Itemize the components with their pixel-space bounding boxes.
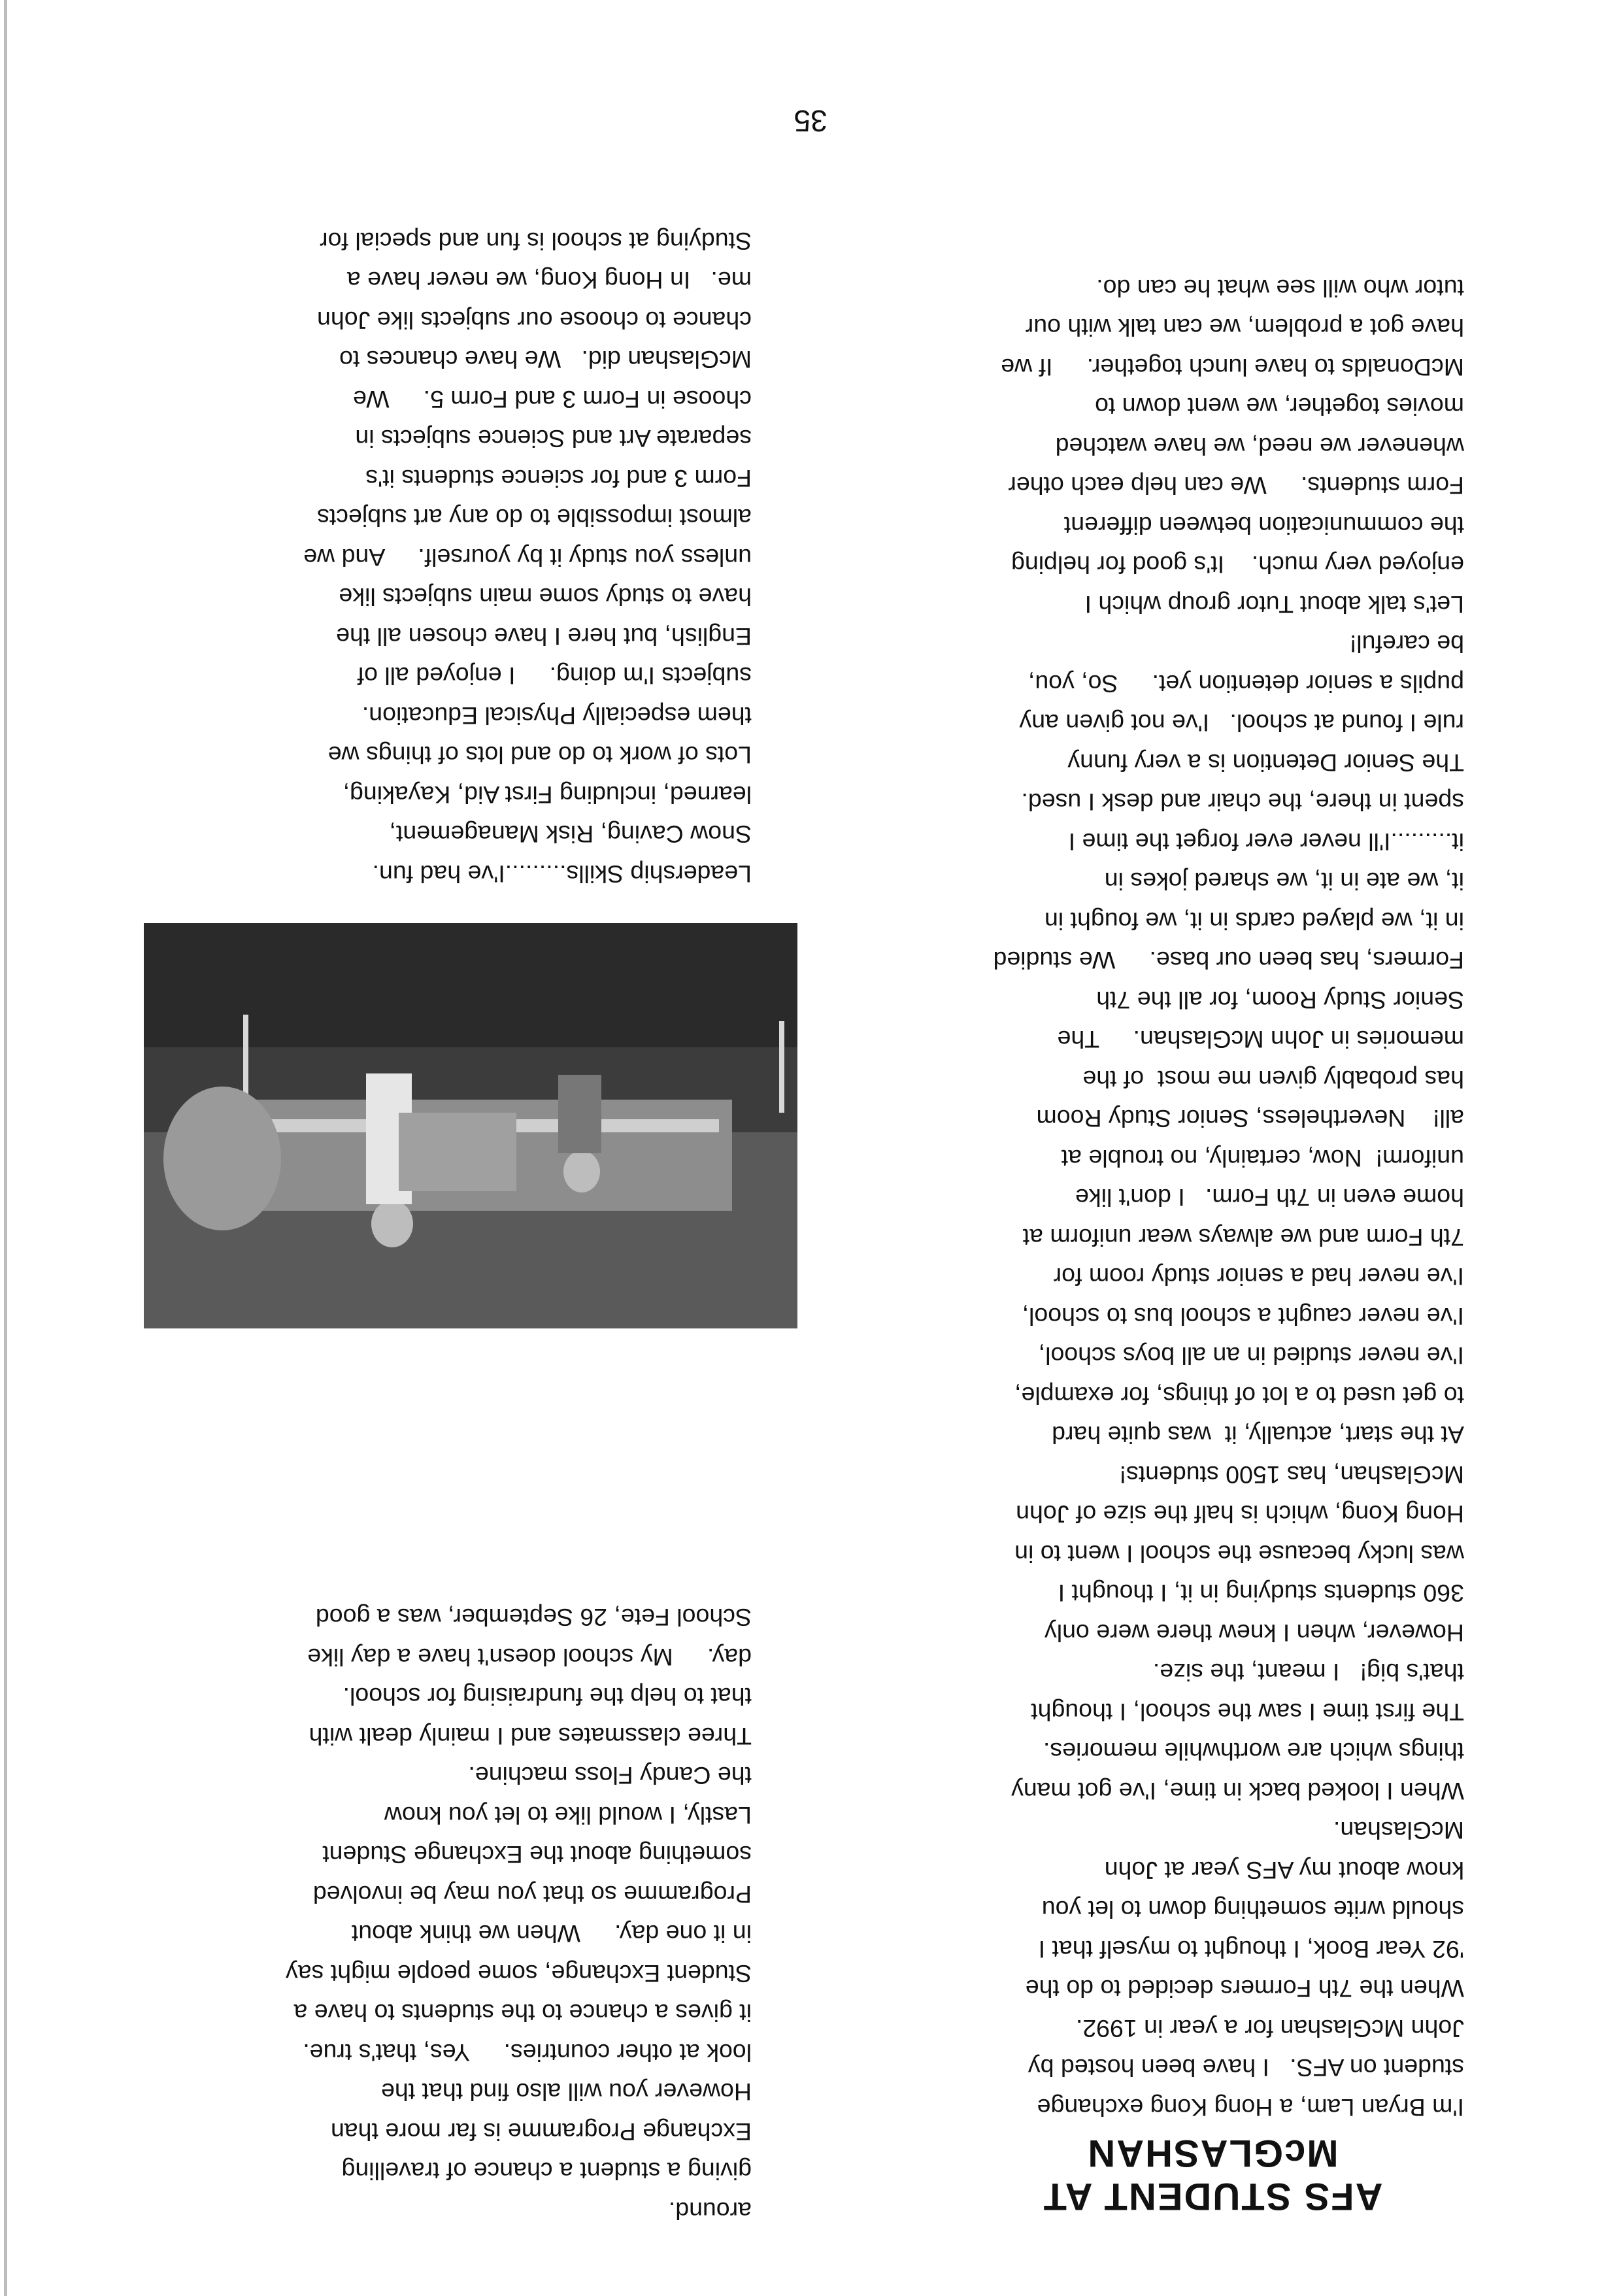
right-column-bottom-line: chance to choose our subjects like John: [317, 307, 752, 334]
photo-image: [144, 923, 797, 1328]
left-column-line: it, we ate in it, we shared jokes in: [1104, 868, 1464, 896]
title-line-1: AFS STUDENT AT: [1042, 2175, 1383, 2218]
right-column-bottom-line: me. In Hong Kong, we never have a: [346, 267, 752, 295]
left-column-line: memories in John McGlashan. The: [1057, 1026, 1464, 1054]
left-column-line: I've never caught a school bus to school,: [1022, 1303, 1464, 1330]
left-column-line: should write something down to let you: [1041, 1896, 1464, 1924]
left-column-line: the communication between different: [1063, 512, 1464, 539]
left-column-line: The first time I saw the school, I thought: [1031, 1698, 1464, 1726]
left-column-line: spent in there, the chair and desk I used.: [1021, 788, 1464, 817]
left-column-line: '92 Year Book, I thought to myself that I: [1038, 1936, 1464, 1963]
right-column-top-line: However you will also find that the: [381, 2078, 752, 2106]
right-column-bottom-line: Snow Caving, Risk Management,: [389, 820, 752, 849]
left-column-line: However, when I knew there were only: [1044, 1619, 1464, 1647]
left-column-line: was lucky because the school I went to in: [1014, 1540, 1464, 1568]
left-column-line: enjoyed very much. It's good for helping: [1011, 551, 1464, 579]
left-column-line: 360 students studying in it, I thought I: [1058, 1579, 1464, 1608]
right-column-top-line: Three classmates and I mainly dealt with: [309, 1723, 752, 1750]
right-column-top-line: the Candy Floss machine.: [468, 1762, 752, 1790]
right-column-bottom-line: Leadership Skills.........I've had fun.: [372, 860, 752, 888]
left-column-line: McDonalds to have lunch together. If we: [1001, 354, 1464, 381]
right-column-bottom-line: learned, including First Aid, Kayaking,: [343, 781, 752, 809]
right-column-top-line: around.: [668, 2197, 752, 2225]
left-column-line: When the 7th Formers decided to do the: [1025, 1975, 1464, 2003]
left-column-line: tutor who will see what he can do.: [1096, 275, 1464, 302]
left-column-line: I've never studied in an all boys school,: [1038, 1342, 1464, 1370]
left-column-line: John McGlashan for a year in 1992.: [1075, 2015, 1464, 2042]
left-column-line: in it, we played cards in it, we fought in: [1044, 907, 1464, 935]
left-column-line: home even in 7th Form. I don't like: [1075, 1184, 1464, 1212]
right-column-bottom-line: have to study some main subjects like: [339, 583, 752, 611]
right-column-bottom-line: unless you study it by yourself. And we: [303, 544, 752, 571]
right-column-top-line: giving a student a chance of travelling: [341, 2157, 752, 2186]
left-column-line: have got a problem, we can talk with our: [1025, 314, 1464, 342]
right-column-bottom-line: English, but here I have chosen all the: [336, 623, 752, 650]
left-column-line: Let's talk about Tutor group which I: [1084, 591, 1464, 618]
right-column-bottom-line: McGlashan did. We have chances to: [339, 346, 752, 374]
left-column-line: student on AFS. I have been hosted by: [1028, 2054, 1464, 2082]
left-column-text: [993, 269, 1464, 2128]
photo-graphic: [144, 923, 797, 1328]
left-column-line: At the start, actually, it was quite hard: [1052, 1421, 1464, 1449]
left-column-line: has probably given me most of the: [1082, 1066, 1464, 1093]
right-column-bottom-line: Lots of work to do and lots of things we: [327, 741, 752, 769]
left-column-line: pupils a senior detention yet. So, you,: [1028, 670, 1464, 698]
left-column-line: to get used to a lot of things, for example,: [1014, 1382, 1464, 1410]
left-column-line: I've never had a senior study room for: [1053, 1263, 1464, 1291]
title-line-2: McGLASHAN: [1086, 2132, 1339, 2174]
right-column-top-line: Student Exchange, some people might say: [286, 1960, 752, 1987]
left-column-line: The Senior Detention is a very funny: [1067, 749, 1464, 777]
left-column-line: all! Nevertheless, Senior Study Room: [1036, 1105, 1464, 1133]
right-column-bottom-line: them especially Physical Education.: [361, 702, 752, 730]
right-column-top-text: [286, 1598, 752, 2231]
left-column-line: I'm Bryan Lam, a Hong Kong exchange: [1037, 2094, 1464, 2121]
right-column-top-line: something about the Exchange Student: [322, 1841, 752, 1869]
left-column-line: it.........I'll never ever forget the time I: [1068, 828, 1464, 856]
left-column-line: be careful!: [1349, 630, 1464, 658]
left-column-line: McGlashan.: [1333, 1817, 1464, 1845]
left-column-line: whenever we need, we have watched: [1055, 433, 1464, 460]
right-column-top-line: it gives a chance to the students to have a: [293, 1999, 752, 2027]
page-number: 35: [794, 104, 827, 138]
left-column-line: Formers, has been our base. We studied: [993, 947, 1464, 975]
left-column-line: that's big! I meant, the size.: [1152, 1659, 1464, 1687]
article-title: [964, 2131, 1461, 2218]
right-column-top-line: day. My school doesn't have a day like: [307, 1644, 752, 1671]
right-column-top-line: Lastly, I would like to let you know: [384, 1802, 752, 1829]
right-column-top-line: School Fete, 26 September, was a good: [315, 1604, 752, 1632]
right-column-top-line: Exchange Programme is far more than: [330, 2118, 752, 2146]
left-column-line: McGlashan, has 1500 students!: [1119, 1461, 1464, 1489]
right-column-bottom-line: Form 3 and for science students it's: [365, 465, 752, 492]
right-column-bottom-line: Studying at school is fun and special for: [320, 228, 752, 255]
right-column-bottom-line: almost impossible to do any art subjects: [317, 504, 752, 532]
right-column-top-line: that to help the fundraising for school.: [343, 1683, 752, 1711]
left-column-line: Senior Study Room, for all the 7th: [1096, 987, 1464, 1014]
right-column-top-line: Programme so that you may be involved: [312, 1881, 752, 1908]
left-column-line: things which are worthwhile memories.: [1043, 1738, 1464, 1766]
right-column-top-line: in it one day. When we think about: [351, 1920, 752, 1948]
left-column-line: rule I found at school. I've not given any: [1019, 709, 1464, 737]
left-column-line: When I looked back in time, I've got many: [1011, 1778, 1464, 1805]
left-column-line: know about my AFS year at John: [1104, 1857, 1464, 1884]
left-column-line: Form students. We can help each other: [1008, 472, 1464, 500]
left-column-line: Hong Kong, which is half the size of John: [1016, 1500, 1464, 1528]
left-column-line: movies together, we went down to: [1095, 393, 1464, 421]
right-column-bottom-text: [303, 222, 752, 894]
left-column-line: uniform! Now, certainly, no trouble at: [1061, 1145, 1464, 1172]
left-column-line: 7th Form and we always wear uniform at: [1022, 1224, 1464, 1251]
right-column-bottom-line: subjects I'm doing. I enjoyed all of: [357, 662, 752, 690]
right-column-top-line: look at other countries. Yes, that's true.: [303, 2039, 752, 2067]
right-column-bottom-line: choose in Form 3 and Form 5. We: [353, 386, 752, 413]
right-column-bottom-line: separate Art and Science subjects in: [355, 425, 752, 453]
